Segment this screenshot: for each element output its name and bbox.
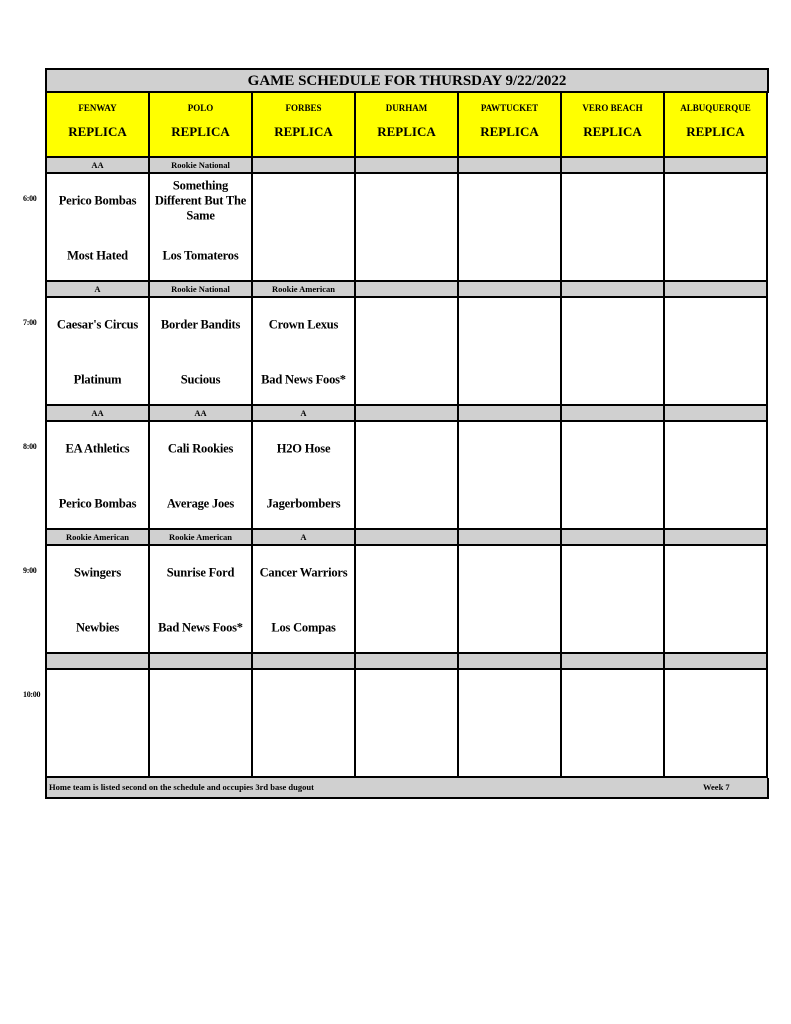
field-name: ALBUQUERQUE bbox=[680, 103, 751, 113]
game-cell bbox=[562, 670, 665, 778]
field-header bbox=[562, 93, 665, 158]
home-team: Los Compas bbox=[271, 620, 336, 635]
game-cell bbox=[47, 546, 150, 654]
division-label bbox=[665, 530, 768, 546]
away-team: H2O Hose bbox=[276, 441, 331, 456]
game-row bbox=[23, 422, 769, 530]
home-team-note: Home team is listed second on the schedule and occupies 3rd base dugout bbox=[49, 782, 314, 792]
game-cell bbox=[356, 546, 459, 654]
time-label: 8:00 bbox=[23, 442, 37, 451]
game-row bbox=[23, 670, 769, 778]
game-cell bbox=[150, 670, 253, 778]
game-cell bbox=[150, 546, 253, 654]
game-cell bbox=[459, 298, 562, 406]
game-cell bbox=[459, 422, 562, 530]
field-header bbox=[459, 93, 562, 158]
game-row bbox=[23, 298, 769, 406]
division-label bbox=[459, 654, 562, 670]
game-cell bbox=[562, 174, 665, 282]
game-cell bbox=[356, 422, 459, 530]
game-cell bbox=[562, 298, 665, 406]
division-label bbox=[562, 282, 665, 298]
game-cell bbox=[253, 174, 356, 282]
division-label: A bbox=[253, 406, 356, 422]
division-label: Rookie American bbox=[150, 530, 253, 546]
home-team: Jagerbombers bbox=[266, 496, 341, 511]
time-label: 10:00 bbox=[23, 690, 41, 699]
game-cell bbox=[253, 298, 356, 406]
game-cell bbox=[459, 670, 562, 778]
schedule-footer bbox=[45, 778, 769, 799]
division-label: Rookie National bbox=[150, 282, 253, 298]
away-team: Border Bandits bbox=[160, 317, 241, 332]
division-label bbox=[665, 654, 768, 670]
home-team: Los Tomateros bbox=[162, 248, 239, 263]
division-label bbox=[356, 158, 459, 174]
away-team: Cancer Warriors bbox=[259, 565, 348, 580]
division-label: AA bbox=[47, 406, 150, 422]
game-cell bbox=[47, 298, 150, 406]
game-cell bbox=[665, 670, 768, 778]
home-team: Bad News Foos* bbox=[261, 372, 346, 387]
division-label bbox=[356, 406, 459, 422]
division-label bbox=[562, 406, 665, 422]
division-label bbox=[665, 158, 768, 174]
away-team: Swingers bbox=[73, 565, 121, 580]
home-team: Bad News Foos* bbox=[158, 620, 243, 635]
game-cell bbox=[47, 670, 150, 778]
division-row bbox=[45, 654, 769, 670]
game-cell bbox=[47, 174, 150, 282]
field-header bbox=[356, 93, 459, 158]
game-cell bbox=[150, 422, 253, 530]
away-team: Sunrise Ford bbox=[166, 565, 235, 580]
field-name: VERO BEACH bbox=[582, 103, 643, 113]
game-cell bbox=[665, 174, 768, 282]
game-cell bbox=[562, 422, 665, 530]
division-row bbox=[45, 530, 769, 546]
field-subtitle: REPLICA bbox=[480, 124, 539, 139]
division-label bbox=[459, 158, 562, 174]
field-header-row bbox=[45, 91, 769, 158]
away-team: Something Different But The Same bbox=[154, 178, 247, 223]
away-team: EA Athletics bbox=[65, 441, 130, 456]
home-team: Sucious bbox=[180, 372, 221, 387]
home-team: Average Joes bbox=[166, 496, 235, 511]
game-cell bbox=[459, 546, 562, 654]
game-row bbox=[23, 546, 769, 654]
field-name: DURHAM bbox=[385, 103, 428, 113]
week-label: Week 7 bbox=[703, 782, 730, 792]
game-cell bbox=[150, 174, 253, 282]
game-cell bbox=[253, 422, 356, 530]
division-label bbox=[459, 530, 562, 546]
division-label bbox=[665, 406, 768, 422]
away-team: Caesar's Circus bbox=[56, 317, 139, 332]
division-label: Rookie American bbox=[47, 530, 150, 546]
game-cell bbox=[47, 422, 150, 530]
division-label bbox=[150, 654, 253, 670]
division-label bbox=[562, 530, 665, 546]
division-label bbox=[562, 158, 665, 174]
game-cell bbox=[356, 670, 459, 778]
schedule-table bbox=[23, 68, 769, 799]
field-name: FORBES bbox=[285, 103, 322, 113]
game-cell bbox=[356, 298, 459, 406]
field-header bbox=[150, 93, 253, 158]
game-cell bbox=[665, 298, 768, 406]
field-subtitle: REPLICA bbox=[274, 124, 333, 139]
field-subtitle: REPLICA bbox=[686, 124, 745, 139]
time-label: 7:00 bbox=[23, 318, 37, 327]
field-subtitle: REPLICA bbox=[583, 124, 642, 139]
field-subtitle: REPLICA bbox=[171, 124, 230, 139]
home-team: Most Hated bbox=[67, 248, 128, 263]
time-slots bbox=[23, 158, 769, 778]
field-subtitle: REPLICA bbox=[377, 124, 436, 139]
division-label: AA bbox=[47, 158, 150, 174]
division-label bbox=[253, 654, 356, 670]
division-label bbox=[356, 282, 459, 298]
time-label: 6:00 bbox=[23, 194, 37, 203]
division-label: A bbox=[47, 282, 150, 298]
away-team: Cali Rookies bbox=[167, 441, 234, 456]
division-label: A bbox=[253, 530, 356, 546]
division-label bbox=[356, 530, 459, 546]
time-label: 9:00 bbox=[23, 566, 37, 575]
home-team: Newbies bbox=[75, 620, 120, 635]
home-team: Perico Bombas bbox=[58, 496, 137, 511]
division-label bbox=[562, 654, 665, 670]
division-label bbox=[459, 406, 562, 422]
game-cell bbox=[665, 546, 768, 654]
game-cell bbox=[665, 422, 768, 530]
field-name: FENWAY bbox=[78, 103, 117, 113]
schedule-title: GAME SCHEDULE FOR THURSDAY 9/22/2022 bbox=[45, 68, 769, 91]
game-cell bbox=[253, 546, 356, 654]
division-label bbox=[459, 282, 562, 298]
division-label bbox=[665, 282, 768, 298]
game-row bbox=[23, 174, 769, 282]
division-label: AA bbox=[150, 406, 253, 422]
division-row bbox=[45, 158, 769, 174]
home-team: Platinum bbox=[73, 372, 122, 387]
division-label: Rookie American bbox=[253, 282, 356, 298]
field-subtitle: REPLICA bbox=[68, 124, 127, 139]
game-cell bbox=[150, 298, 253, 406]
division-label bbox=[356, 654, 459, 670]
division-row bbox=[45, 406, 769, 422]
field-name: PAWTUCKET bbox=[480, 103, 539, 113]
division-label bbox=[47, 654, 150, 670]
game-cell bbox=[253, 670, 356, 778]
division-label: Rookie National bbox=[150, 158, 253, 174]
division-row bbox=[45, 282, 769, 298]
field-header bbox=[47, 93, 150, 158]
field-header bbox=[665, 93, 768, 158]
game-cell bbox=[356, 174, 459, 282]
field-name: POLO bbox=[187, 103, 214, 113]
game-cell bbox=[562, 546, 665, 654]
field-header bbox=[253, 93, 356, 158]
away-team: Perico Bombas bbox=[58, 193, 137, 208]
division-label bbox=[253, 158, 356, 174]
away-team: Crown Lexus bbox=[268, 317, 339, 332]
game-cell bbox=[459, 174, 562, 282]
